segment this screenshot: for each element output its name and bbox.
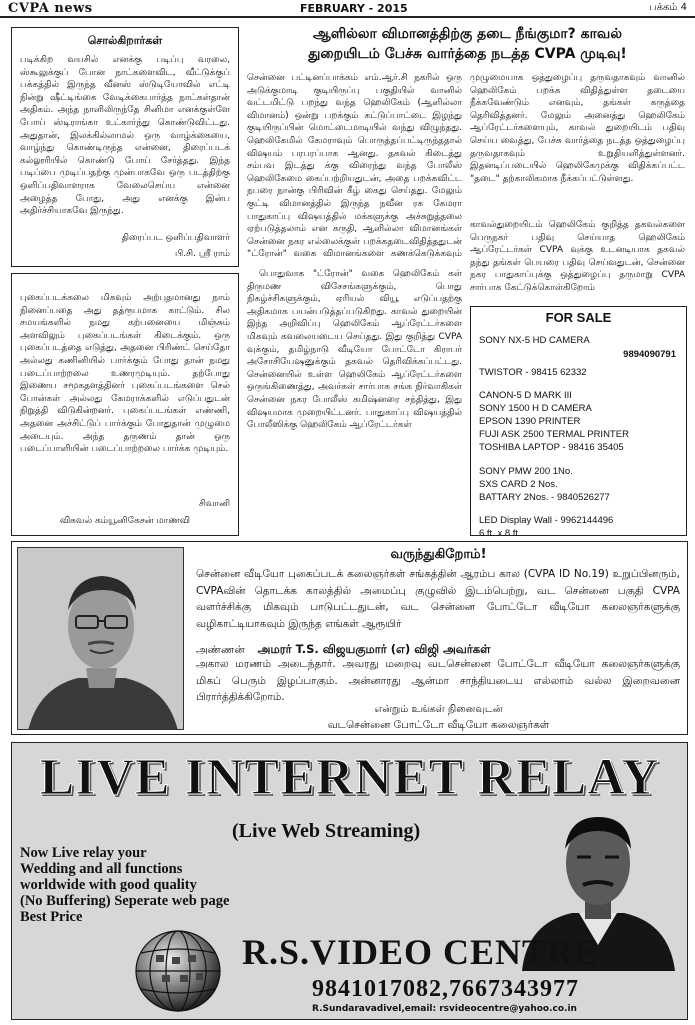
news-column-2-continued: காவல்துறையிடம் ஹெலிகேம் குறித்த தகவல்களை பெருநகர் பதிவு செய்யாத ஹெலிகேம் ஆப்ரேட்டர்கள் CVPA வுக்கு உடனடியாக தகவல் தந்து தங்கள் பெயரை பதிவு செய்வதுடன், சென்னை நகர பாதுகாப்புக்கு ஒத்துழைப்பு தருமாறு CVPA சார்பாக கேட்டுக்கொள்கிறோம்	[470, 220, 685, 293]
quote-box	[11, 27, 239, 267]
portrait-illustration	[18, 548, 184, 730]
issue-date: FEBRUARY - 2015	[300, 2, 408, 15]
for-sale-item: SXS CARD 2 Nos.	[479, 479, 558, 490]
essay-sign-role: விசுவல் கம்யூனிகேசன் மாணவி	[59, 516, 191, 526]
essay-sign-name: சிவானி	[198, 499, 230, 509]
ad-promo-line: (No Buffering) Seperate web page	[20, 893, 230, 909]
ad-subtitle: (Live Web Streaming)	[232, 820, 421, 842]
for-sale-item: BATTARY 2Nos. - 9840526277	[479, 492, 610, 503]
globe-icon	[132, 927, 224, 1015]
quote-body: படிக்கிற வயசில் எனக்கு படிப்பு வரலை, ஸ்கூலுக்குப் போன நாட்களைவிட, வீட்டுக்குப் பக்கத்தில் இருந்த வீனஸ் ஸ்டுடியோவில் எட்டி நின்று ஷீட்டிங்கை வேடிக்கைபார்த்த நாட்கள்தான் அதிகம். அந்த நாளிலிருந்தே சினிமா எனக்குள்ளே போய் ஸ்டிராங்கா உட்கார்ந்து கொண்டுவிட்டது. அதுதான், இலக்கில்லாமல் ஒரு வாழ்க்கையை, வாழ்ந்து கொண்டிருந்த என்னை, திரைப்படக் கல்லூரியில் கொண்டு போய் சேர்த்தது. இந்த படிப்பை முடிப்பதற்கு முன்பாகவே ஒரு படத்திற்கு ஒளிப்பதிவாளராக வேலைசெய்ய என்னை அழைத்த போது, அது எனக்கு இன்ப அதிர்ச்சியாகவே இருந்து.	[20, 55, 230, 217]
live-relay-ad	[11, 742, 688, 1020]
obituary-name-line	[196, 638, 680, 658]
ad-promo-line: Wedding and all functions	[20, 861, 183, 877]
company-phones: 9841017082,7667343977	[312, 976, 579, 1002]
news-column-1: சென்னை பட்டினப்பாக்கம் எம்.ஆர்.சி நகரில் ஒரு அடுக்குமாடி குடியிருப்பு பகுதியில் வானில் வட்டமிட்டு பறந்து வந்த ஹெலிகேம் (ஆளில்லா விமானம்) ஒன்று பறக்கும் கட்டுப்பாட்டை இழந்து குடியிருப்பின் மொட்டைமாடியில் வந்து விழுந்தது. ஹெலிகேமில் கேமராவும் பொருத்தப்பட்டிருந்ததால் விஷயம் பரபரப்பாக ஆனது. தகவல் கிடைத்து சம்பவ இடத்து க்கு விரைந்து வந்த போலீஸ் ஹெலிகேமை கைப்பற்றியதுடன், அதை பறக்கவிட்ட நபரை நான்கு பிரிவின் கீழ் கைது செய்தது. மேலும் குட்டி விமானத்தில் இருந்த நவீன ரக கேமரா பாதுகாப்பு விஷயத்தில் மக்களுக்கு அச்சுறுத்தலை ஏற்படுத்தலாம் என கருதி, ஆளில்லா விமானங்கள் சென்னை நகர எல்லைக்குள் பறக்கதடைவிதித்ததுடன் "ட்ரோன்" வகை விமானங்களை கணக்கெடுக்கவும்	[247, 73, 462, 260]
obituary-closing: என்றும் உங்கள் நினைவுடன்	[374, 704, 503, 715]
quote-heading: சொல்கிறார்கள்	[87, 34, 163, 47]
for-sale-item: TOSHIBA LAPTOP - 98416 35405	[479, 442, 624, 453]
for-sale-item: SONY NX-5 HD CAMERA	[479, 335, 590, 346]
news-column-1-continued: பொதுவாக "ட்ரோன்" வகை ஹெலிகேம் கள் திருமண விசேசங்களுக்கும், பொது நிகழ்ச்சிகளுக்கும், ஏரியல் வியூ எடுப்பதற்கு அதிகமாக பயன்படுத்தப்படுகிறது. காவல் துறையின் இந்த அறிவிப்பு ஹெலிகேம் ஆப்ரேட்டர்களை மிகவும் கவலையடைய செய்தது. இது குறித்து CVPA வுக்கும், தமிழ்நாடு வீடியோ போட்டோ கிராபர் அசோசியேஷனுக்கும் தகவல் தெரிவிக்கப்பட்டது. சென்னையில் உள்ள ஹெலிகேம் ஆப்ரேட்டர்களை ஒருங்கிணைத்து, அவர்கள் சார்பாக சங்க நிர்வாகிகள் சென்னை நகர போலீஸ் கமிஷ்னரை சந்தித்து, இது விஷயமாக முறையிட்டனர். பாதுகாப்பு விஷயத்தில் போலீஸிக்கு ஹெலிகேம் ஆப்ரேட்டர்கள்	[247, 269, 462, 431]
for-sale-item: SONY 1500 H D CAMERA	[479, 403, 592, 414]
quote-sign-name: பி.சி. ஸ்ரீ ராம்	[174, 249, 230, 259]
news-headline-line-2: துறையிடம் பேச்சு வார்த்தை நடத்த CVPA முடிவு!	[308, 46, 627, 62]
obituary-body-1: சென்னை வீடியோ புகைப்படக் கலைஞர்கள் சங்கத்தின் ஆரம்ப கால (CVPA ID No.19) உறுப்பினரும், CVPAவின் தொடக்க காலத்தில் அமைப்பு குழுவில் இடம்பெற்று, வட சென்னை பகுதி CVPA வளர்ச்சிக்கு மிகவும் பாடுபட்டதுடன், வட சென்னை போட்டோ வீடியோ கலைஞர்களுக்கு வழிகாட்டியாகவும் இருந்த எங்கள் ஆரூயிர்	[196, 568, 680, 630]
quote-sign-role: திரைப்பட ஒளிப்பதிவாளர்	[121, 233, 230, 243]
for-sale-item: TWISTOR - 98415 62332	[479, 367, 587, 378]
for-sale-item: 9894090791	[623, 349, 676, 360]
ad-promo-line: Now Live relay your	[20, 845, 147, 861]
company-contact-email: R.Sundaravadivel,email: rsvideocentre@yahoo.co.in	[312, 1004, 577, 1014]
ad-promo-line: worldwide with good quality	[20, 877, 197, 893]
for-sale-item: CANON-5 D MARK III	[479, 390, 572, 401]
page-number: பக்கம் 4	[649, 2, 687, 13]
obituary-name-prefix: அண்ணன்	[196, 644, 245, 656]
essay-box	[11, 273, 239, 536]
for-sale-item: LED Display Wall - 9962144496	[479, 515, 614, 526]
for-sale-item: SONY PMW 200 1No.	[479, 466, 573, 477]
obituary-signoff: வடசென்னை போட்டோ வீடியோ கலைஞர்கள்	[327, 719, 550, 731]
masthead-logo: CVPA news	[8, 1, 93, 16]
obituary-name: அமரர் T.S. விஜயகுமார் (எ) விஜி அவர்கள்	[257, 642, 491, 656]
page-header	[0, 0, 695, 18]
for-sale-item: FUJI ASK 2500 TERMAL PRINTER	[479, 429, 629, 440]
for-sale-box	[470, 306, 687, 539]
news-column-2: முழுமையாக ஒத்துழைப்பு தருவதாகவும் வானில் ஹெலிகேம் பறக்க விதித்துள்ள தடையை நீக்கவேண்டும் எனவும், தங்கள் கருத்தை தெரிவித்தனர். மேலும் அனைத்து ஹெலிகேம் ஆப்ரேட்டர்களையும், காவல் துறையிடம் பதிவு செய்ய வைத்து, பேச்சு வார்த்தை நடத்த ஒத்துழைப்பு தருவதாகவும் உறுதியளித்துள்ளனர். இதனடிப்படையில் ஹெலிகேமுக்கு விதிக்கப்பட்ட "தடை" தற்காலிகமாக நீக்கப்பட்டுள்ளது.	[470, 73, 685, 184]
obituary-heading: வருந்துகிறோம்!	[390, 547, 487, 562]
for-sale-item: 6 ft. x 8 ft.	[479, 528, 521, 539]
ad-title: LIVE INTERNET RELAY	[39, 749, 660, 806]
news-headline-line-1: ஆளில்லா விமானத்திற்கு தடை நீங்குமா? காவல்	[313, 26, 622, 42]
obituary-body-2: அகால மரணம் அடைந்தார். அவரது மறைவு வடசென்னை போட்டோ வீடியோ கலைஞர்களுக்கு மிகப் பெரும் இழப்பாகும். அன்னாரது ஆன்மா சாந்தியடைய எல்லாம் வல்ல இறைவனை பிரார்த்திக்கிறோம்.	[196, 658, 680, 703]
ad-promo-line: Best Price	[20, 909, 83, 925]
for-sale-item: EPSON 1390 PRINTER	[479, 416, 581, 427]
company-name: R.S.VIDEO CENTRE	[242, 932, 600, 972]
portrait-photo	[17, 547, 184, 730]
essay-body: புகைப்படக்கலை மிகவும் அற்புதமானது நாம் நினைப்பதை அது தத்ரூபமாக காட்டும். சில சமயங்களில் நமது கற்பனையை மிஞ்சும் அளவிலும் புகைப்படங்கள் கிடைக்கும். ஒரு புகைப்படத்தை எடுத்து, அதனை பிரிண்ட் செய்தோ அல்லது கணினியில் பார்க்கும் போது தான் நமது படைப்பாற்றலை உணரமுடியும். தற்போது இணைய சமூகதளத்தினர் புகைப்படங்களை செல் போன்கள் அல்லது கேமராக்களில் எடுப்பதுடன் நிறுத்தி விடுகின்றனர். புகைப்படங்கள் எண்ணி, அதனை அச்சிட்டுப் பார்க்கும் போதுதான் முழுமை அடையும். அந்த தருணம் தான் ஒரு படைப்பாளியின் படைப்பாற்றலை பார்க்க முடியும்.	[20, 293, 230, 455]
ad-promo-text	[20, 845, 380, 925]
for-sale-title: FOR SALE	[545, 310, 612, 325]
obituary-box	[11, 541, 688, 735]
